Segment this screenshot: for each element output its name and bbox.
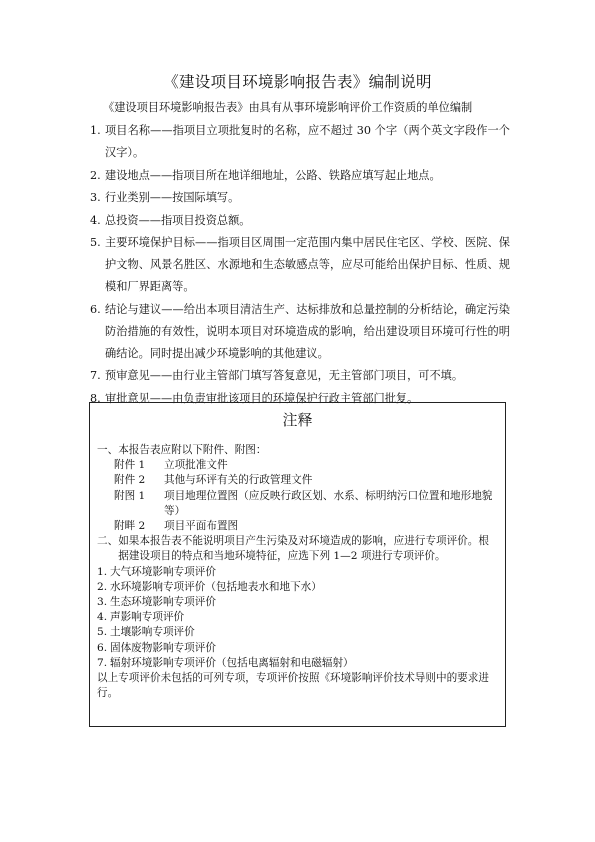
option-text: 水环境影响专项评价（包括地表水和地下水）: [110, 580, 322, 593]
option-number: 5.: [97, 626, 108, 639]
item-text: 主要环境保护目标——指项目区周围一定范围内集中居民住宅区、学校、医院、保护文物、风景名胜区、水源地和生态敏感点等，应尽可能给出保护目标、性质、规模和厂界距离等。: [105, 236, 510, 293]
attachment-label: 附件 1: [114, 459, 146, 472]
assessment-option: [97, 610, 497, 625]
list-item: [90, 210, 510, 232]
item-number: 8.: [90, 391, 101, 405]
item-number: 2.: [90, 168, 101, 182]
item-text: 项目名称——指项目立项批复时的名称，应不超过 30 个字（两个英文字段作一个汉字）。: [105, 124, 510, 159]
option-number: 1.: [97, 565, 108, 578]
list-item: [90, 299, 510, 365]
option-number: 6.: [97, 641, 108, 654]
section-marker: 二、: [97, 535, 119, 548]
option-text: 辐射环境影响专项评价（包括电离辐射和电磁辐射）: [110, 656, 354, 669]
notes-title: 注释: [282, 411, 313, 429]
item-text: 行业类别——按国际填写。: [105, 191, 240, 204]
section-text: 如果本报告表不能说明项目产生污染及对环境造成的影响，应进行专项评价。根据建设项目的特点和当地环境特征，应选下列 1—2 项进行专项评价。: [118, 535, 489, 563]
attachment-text: 其他与环评有关的行政管理文件: [164, 474, 313, 487]
attachment-item: [97, 489, 497, 519]
notes-section-special-assessment: [97, 534, 497, 564]
item-text: 预审意见——由行业主管部门填写答复意见，无主管部门项目，可不填。: [105, 369, 464, 382]
option-text: 固体废物影响专项评价: [110, 641, 216, 654]
attachment-item: [97, 473, 497, 488]
attachment-label: 附图 1: [114, 489, 146, 502]
attachment-text: 项目地理位置图（应反映行政区划、水系、标明纳污口位置和地形地貌等）: [164, 489, 493, 517]
item-text: 建设地点——指项目所在地详细地址，公路、铁路应填写起止地点。: [105, 168, 441, 182]
option-number: 2.: [97, 580, 108, 593]
assessment-option: [97, 656, 497, 671]
item-text: 结论与建议——给出本项目清洁生产、达标排放和总量控制的分析结论，确定污染防治措施的有效性，说明本项目对环境造成的影响，给出建设项目环境可行性的明确结论。同时提出减少环境影响的其他建议。: [105, 302, 510, 360]
document-title: 《建设项目环境影响报告表》编制说明: [163, 73, 432, 91]
attachment-item: [97, 458, 497, 473]
list-item: [90, 232, 510, 298]
item-number: 7.: [90, 369, 101, 382]
list-item: [90, 165, 510, 187]
attachment-text: 立项批准文件: [164, 459, 228, 472]
list-item: [90, 120, 510, 164]
item-number: 3.: [90, 191, 101, 204]
list-item: [90, 187, 510, 209]
option-text: 声影响专项评价: [110, 611, 185, 624]
item-number: 1.: [90, 124, 101, 137]
option-number: 7.: [97, 656, 108, 669]
list-item: [90, 365, 510, 387]
option-text: 生态环境影响专项评价: [110, 596, 216, 609]
section-text: 本报告表应附以下附件、附图：: [118, 444, 267, 456]
notes-closing-text: 以上专项评价未包括的可列专项，专项评价按照《环境影响评价技术导则中的要求进行。: [97, 672, 489, 700]
option-text: 土壤影响专项评价: [110, 626, 195, 639]
assessment-option: [97, 565, 497, 580]
attachment-label: 附畔 2: [114, 520, 146, 533]
item-number: 4.: [90, 213, 101, 227]
attachment-item: [97, 519, 497, 534]
section-marker: 一、: [97, 444, 119, 456]
option-number: 3.: [97, 596, 108, 609]
option-number: 4.: [97, 611, 108, 624]
instruction-list: [90, 120, 510, 410]
assessment-option: [97, 580, 497, 595]
assessment-option: [97, 625, 497, 640]
item-number: 5.: [90, 236, 101, 249]
notes-body: [97, 443, 497, 701]
item-number: 6.: [90, 302, 101, 316]
notes-section-attachments: [97, 443, 497, 458]
attachment-label: 附件 2: [114, 474, 146, 487]
item-text: 审批意见——由负责审批该项目的环境保护行政主管部门批复。: [105, 391, 419, 405]
option-text: 大气环境影响专项评价: [110, 565, 216, 578]
attachment-text: 项目平面布置图: [164, 520, 239, 533]
item-text: 总投资——指项目投资总额。: [105, 213, 251, 227]
assessment-option: [97, 595, 497, 610]
intro-text: 《建设项目环境影响报告表》由具有从事环境影响评价工作资质的单位编制: [103, 101, 473, 114]
assessment-option: [97, 641, 497, 656]
notes-box: [89, 402, 506, 727]
